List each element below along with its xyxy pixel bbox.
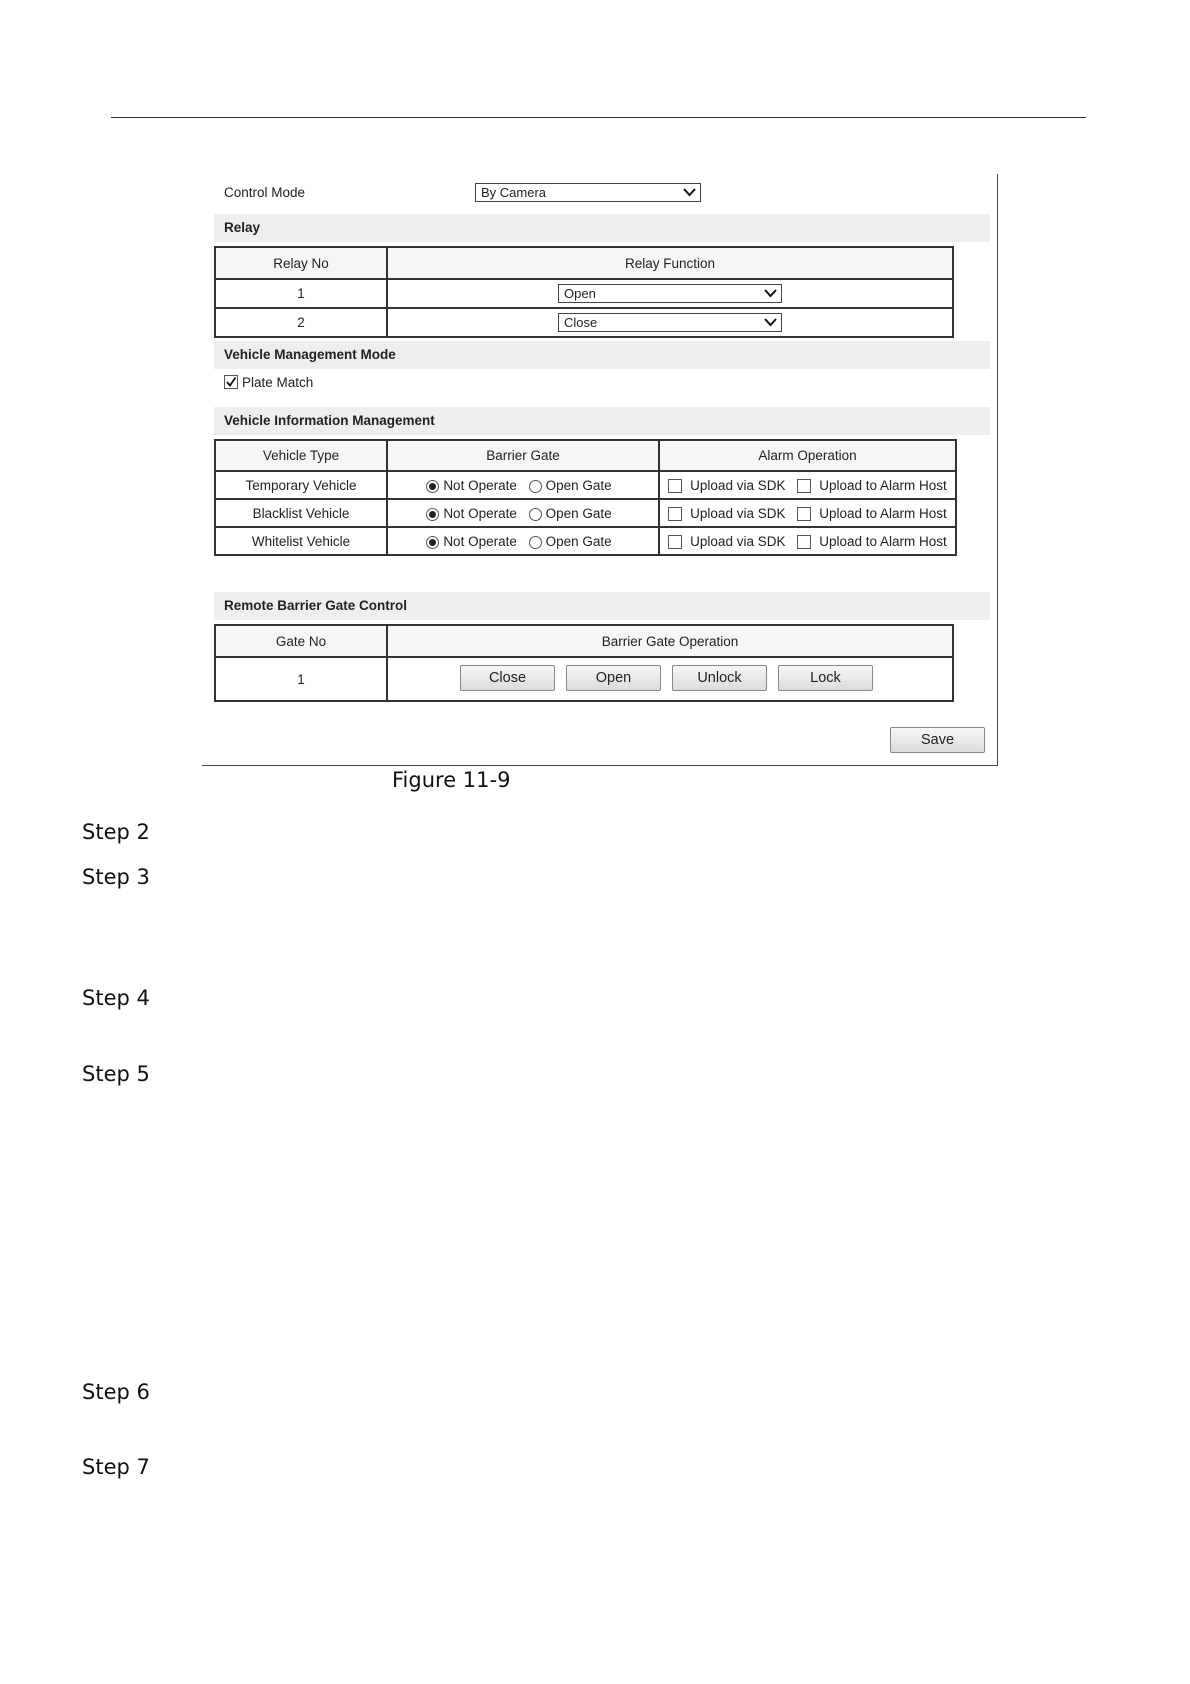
alarm-operation-cell [659,499,956,527]
table-row [215,527,956,555]
plate-match-checkbox[interactable] [224,374,313,390]
settings-figure [202,174,998,766]
close-button[interactable]: Close [460,665,555,691]
save-button[interactable]: Save [890,727,985,753]
gate-no-header: Gate No [215,625,387,657]
upload-alarm-host-label: Upload to Alarm Host [819,533,947,549]
control-mode-value: By Camera [481,185,547,200]
open-gate-label: Open Gate [545,533,612,549]
control-mode-label: Control Mode [224,185,306,200]
not-operate-label: Not Operate [443,533,517,549]
relay-function-select-1[interactable] [558,284,782,303]
upload-alarm-host-label: Upload to Alarm Host [819,477,947,493]
barrier-gate-operation-header: Barrier Gate Operation [387,625,953,657]
relay-no-header: Relay No [215,247,387,279]
step-5: Step 5 [82,1062,150,1086]
relay-no-cell: 1 [215,279,387,308]
not-operate-radio[interactable] [426,506,517,521]
upload-alarm-host-checkbox[interactable] [797,534,947,549]
table-row [215,279,953,308]
checkbox-empty-icon [797,535,811,549]
step-7: Step 7 [82,1455,150,1479]
chevron-down-icon [683,187,696,198]
checkbox-empty-icon [668,507,682,521]
vehicle-info-table [214,439,957,556]
barrier-gate-cell [387,471,659,499]
upload-sdk-checkbox[interactable] [668,534,785,549]
table-row [215,440,956,471]
radio-selected-icon [426,508,439,521]
checkbox-empty-icon [668,535,682,549]
not-operate-radio[interactable] [426,534,517,549]
lock-button[interactable]: Lock [778,665,873,691]
open-gate-radio[interactable] [529,506,612,521]
chevron-down-icon [764,288,777,299]
checkbox-empty-icon [797,479,811,493]
not-operate-label: Not Operate [443,505,517,521]
vehicle-type-cell: Whitelist Vehicle [215,527,387,555]
open-button[interactable]: Open [566,665,661,691]
step-3: Step 3 [82,865,150,889]
relay-function-select-2[interactable] [558,313,782,332]
relay-table [214,246,954,338]
relay-function-value: Close [564,315,598,330]
checkbox-empty-icon [797,507,811,521]
upload-alarm-host-label: Upload to Alarm Host [819,505,947,521]
relay-section-header: Relay [214,214,990,242]
chevron-down-icon [764,317,777,328]
alarm-operation-cell [659,471,956,499]
table-row [215,308,953,337]
radio-empty-icon [529,480,542,493]
gate-no-cell: 1 [215,657,387,701]
step-4: Step 4 [82,986,150,1010]
upload-sdk-checkbox[interactable] [668,506,785,521]
upload-sdk-checkbox[interactable] [668,478,785,493]
upload-sdk-label: Upload via SDK [690,477,786,493]
figure-bottom-border [202,765,998,766]
control-mode-select[interactable] [475,183,701,202]
remote-barrier-section-header: Remote Barrier Gate Control [214,592,990,620]
radio-empty-icon [529,508,542,521]
table-row [215,499,956,527]
relay-no-cell: 2 [215,308,387,337]
figure-right-border [997,174,998,766]
open-gate-label: Open Gate [545,505,612,521]
upload-alarm-host-checkbox[interactable] [797,478,947,493]
table-row [215,247,953,279]
plate-match-label: Plate Match [242,374,314,390]
table-row [215,471,956,499]
upload-sdk-label: Upload via SDK [690,533,786,549]
vehicle-type-header: Vehicle Type [215,440,387,471]
alarm-operation-header: Alarm Operation [659,440,956,471]
barrier-gate-cell [387,499,659,527]
step-6: Step 6 [82,1380,150,1404]
relay-function-cell [387,308,953,337]
barrier-gate-cell [387,527,659,555]
not-operate-radio[interactable] [426,478,517,493]
unlock-button[interactable]: Unlock [672,665,767,691]
vehicle-management-mode-header: Vehicle Management Mode [214,341,990,369]
radio-empty-icon [529,536,542,549]
barrier-gate-header: Barrier Gate [387,440,659,471]
radio-selected-icon [426,480,439,493]
upload-sdk-label: Upload via SDK [690,505,786,521]
alarm-operation-cell [659,527,956,555]
open-gate-radio[interactable] [529,534,612,549]
relay-function-cell [387,279,953,308]
table-row [215,625,953,657]
header-rule [111,117,1086,118]
upload-alarm-host-checkbox[interactable] [797,506,947,521]
open-gate-label: Open Gate [545,477,612,493]
checkbox-checked-icon [224,375,238,389]
figure-caption: Figure 11-9 [392,768,511,792]
open-gate-radio[interactable] [529,478,612,493]
relay-function-value: Open [564,286,596,301]
step-2: Step 2 [82,820,150,844]
radio-selected-icon [426,536,439,549]
vehicle-info-section-header: Vehicle Information Management [214,407,990,435]
not-operate-label: Not Operate [443,477,517,493]
vehicle-type-cell: Blacklist Vehicle [215,499,387,527]
vehicle-type-cell: Temporary Vehicle [215,471,387,499]
checkbox-empty-icon [668,479,682,493]
relay-function-header: Relay Function [387,247,953,279]
